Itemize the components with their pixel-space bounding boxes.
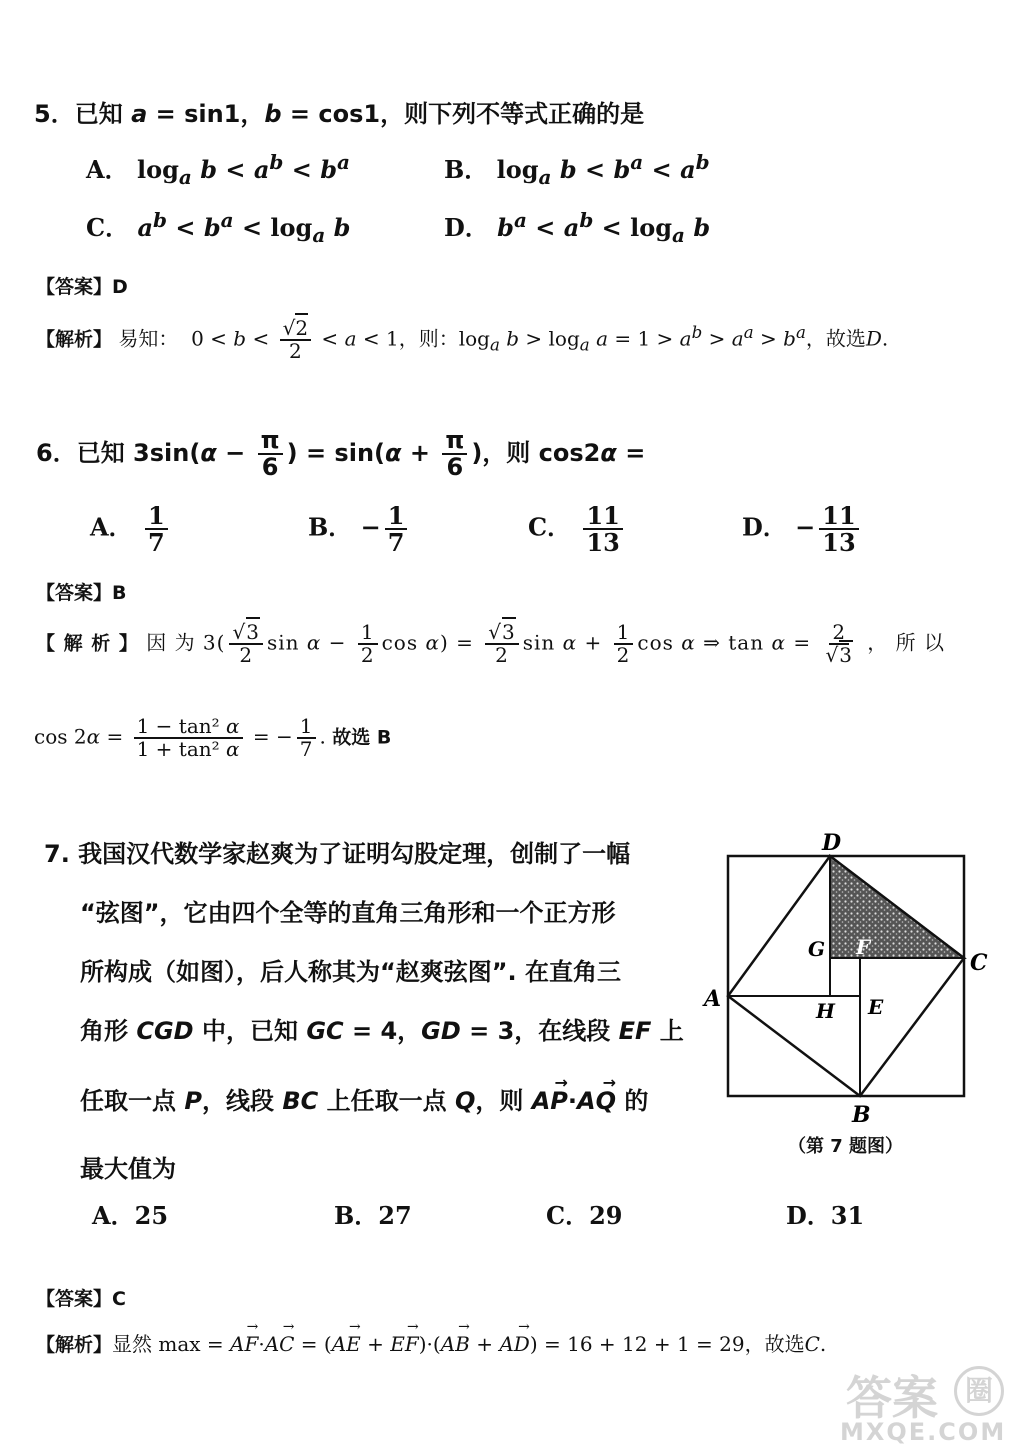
watermark-url: MXQE.COM (840, 1418, 1007, 1446)
label-c: C (970, 950, 988, 976)
q6-option-b: B． − $\frac{1}{7}$ (308, 503, 411, 555)
label-b: B (852, 1102, 871, 1128)
watermark-circle: 圈 (954, 1366, 1004, 1416)
label-g: G (808, 937, 826, 961)
q5-option-b: B． $\log_a b < b^a < a^b$ (444, 150, 710, 189)
q6-analysis-line1: 【 解 析 】 因 为 3( $\frac{√3}{2}$ sin α − $\frac{1}{2}$ cos α) = $\frac{√3}{2}$ sin α + $\frac{1}{2}$ cos α ⇒ tan α = $\frac{2}{√3}$ ， 所 以 (36, 622, 945, 666)
q6-option-c: C． $\frac{11}{13}$ (528, 503, 627, 555)
q7-option-c: C．29 (546, 1201, 623, 1230)
q6-analysis-line2: cos 2α = $\frac{\text{1 − tan² α}}{\text{1 + tan² α}}$ = − $\frac{1}{7}$ . 故选 B (34, 714, 392, 761)
q6-stem: 6．已知 3sin(α − $\frac{\pi}{6}$ ) = sin(α + $\frac{\pi}{6}$ )，则 cos2α = (36, 426, 646, 482)
label-d: D (822, 830, 842, 856)
q7-option-d: D．31 (786, 1201, 865, 1230)
label-a: A (704, 986, 722, 1012)
figure-caption: （第 7 题图） (788, 1136, 904, 1157)
q5-stem: 5．已知 a = sin1，b = cos1，则下列不等式正确的是 (34, 100, 645, 128)
q7-answer: 【答案】C (36, 1288, 126, 1310)
q5-answer: 【答案】D (36, 276, 128, 298)
q7-stem-line1: 7. 我国汉代数学家赵爽为了证明勾股定理，创制了一幅 (44, 840, 631, 868)
label-h: H (816, 999, 835, 1023)
q7-stem-line6: 最大值为 (80, 1155, 176, 1183)
q7-stem-line3: 所构成（如图），后人称其为“赵爽弦图”. 在直角三 (80, 958, 622, 986)
q5-option-c: C． $a^b < b^a < \log_a b$ (86, 208, 351, 247)
q6-answer: 【答案】B (36, 582, 127, 604)
zhao-shuang-diagram (700, 828, 1000, 1128)
q7-option-a: A．25 (92, 1201, 169, 1230)
q6-option-a: A． $\frac{1}{7}$ (90, 503, 172, 555)
q5-option-a: A． $\log_a b < a^b < b^a$ (86, 150, 350, 189)
label-f: F (856, 935, 871, 959)
q7-analysis: 【解析】显然 max = → AF· → AC = ( → AE + → EF)·( → AB + → AD) = 16 + 12 + 1 = 29，故选C. (36, 1319, 827, 1356)
watermark-text: 答案 (846, 1371, 938, 1425)
q5-analysis: 【解析】 易知： 0 < b < $\frac{√2}{2}$ < a < 1，则：$\log_a b > \log_a a = 1 > a^b > a^a > b^a$，故选D. (36, 318, 888, 362)
q7-option-b: B．27 (334, 1201, 412, 1230)
q7-stem-line4: 角形 CGD 中，已知 GC = 4，GD = 3，在线段 EF 上 (80, 1017, 684, 1045)
q7-stem-line2: “弦图”，它由四个全等的直角三角形和一个正方形 (80, 899, 616, 927)
q6-option-d: D． − $\frac{11}{13}$ (742, 503, 863, 555)
q7-stem-line5: 任取一点 P，线段 BC 上任取一点 Q，则 → AP· → AQ 的 (80, 1073, 649, 1115)
label-e: E (868, 995, 884, 1019)
q5-option-d: D． $b^a < a^b < \log_a b$ (444, 208, 711, 247)
